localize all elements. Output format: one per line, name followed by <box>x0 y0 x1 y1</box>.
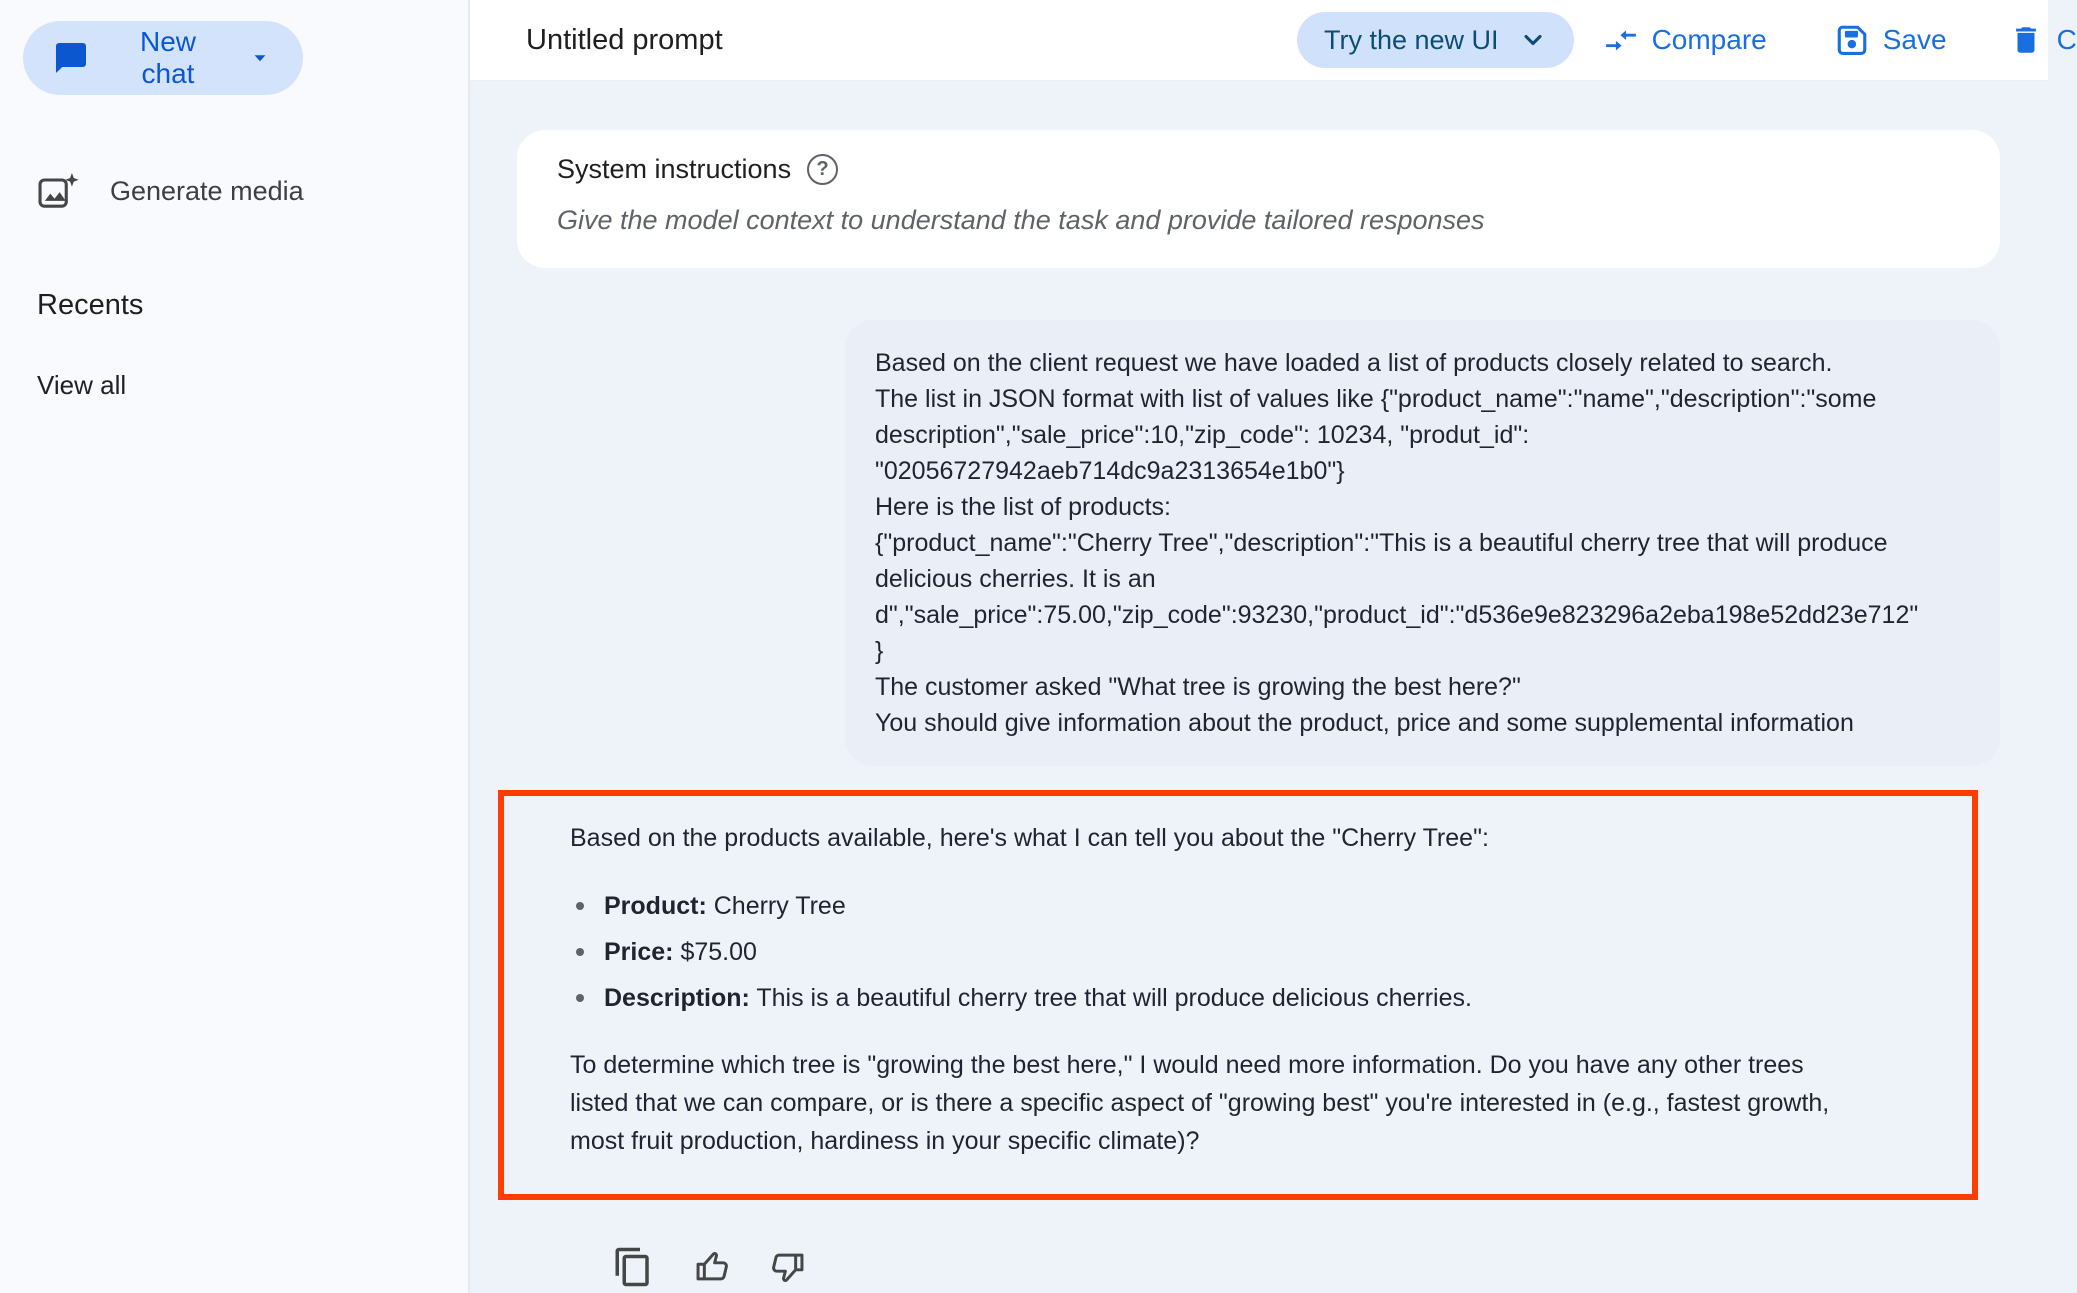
topbar-actions <box>1297 12 2077 68</box>
user-message-line: d","sale_price":75.00,"zip_code":93230,"product_id":"d536e9e823296a2eba198e52dd23e712" <box>875 601 1919 629</box>
trash-icon <box>2009 23 2043 57</box>
bullet-text: Cherry Tree <box>713 892 846 920</box>
user-message-line: delicious cherries. It is an <box>875 565 1156 593</box>
response-bullet-product <box>570 888 1936 924</box>
save-button[interactable] <box>1835 23 1947 57</box>
try-new-ui-label: Try the new UI <box>1324 24 1499 55</box>
generate-media-label: Generate media <box>110 175 304 206</box>
response-bullet-price <box>570 934 1936 970</box>
user-message-line: } <box>875 637 884 665</box>
new-chat-label: New chat <box>139 26 196 89</box>
chevron-down-icon <box>1519 26 1547 54</box>
bullet-label: Description: <box>604 984 750 1012</box>
topbar <box>470 0 2077 81</box>
sidebar <box>0 0 470 1293</box>
copy-button[interactable] <box>612 1246 654 1288</box>
user-message-line: Here is the list of products: <box>875 493 1171 521</box>
new-chat-button[interactable] <box>23 21 303 95</box>
clear-label: C <box>2056 24 2077 55</box>
image-sparkle-icon <box>36 169 80 213</box>
response-intro: Based on the products available, here's what I can tell you about the "Cherry Tree": <box>570 824 1489 852</box>
response-actions <box>612 1246 2048 1288</box>
help-question-icon[interactable]: ? <box>807 154 838 185</box>
thumb-down-button[interactable] <box>768 1246 810 1288</box>
user-message-line: Based on the client request we have loaded a list of products closely related to search. <box>875 349 1833 377</box>
thumb-up-icon <box>690 1246 732 1288</box>
bullet-label: Price: <box>604 938 674 966</box>
model-response-highlighted[interactable] <box>498 790 1978 1200</box>
system-instructions-title: System instructions <box>557 154 792 184</box>
save-disk-icon <box>1835 23 1869 57</box>
recents-heading: Recents <box>37 289 144 321</box>
compare-arrows-icon <box>1604 23 1638 57</box>
thumb-down-icon <box>768 1246 810 1288</box>
page-title: Untitled prompt <box>526 23 723 56</box>
bullet-label: Product: <box>604 892 707 920</box>
chat-bubble-icon <box>53 40 89 76</box>
compare-button[interactable] <box>1604 23 1767 57</box>
try-new-ui-button[interactable] <box>1297 12 1574 68</box>
compare-label: Compare <box>1651 24 1767 55</box>
bullet-dot <box>576 902 584 910</box>
copy-icon <box>612 1246 654 1288</box>
bullet-text: $75.00 <box>680 938 757 966</box>
user-message-line: {"product_name":"Cherry Tree","description":"This is a beautiful cherry tree that will produce <box>875 529 1888 557</box>
save-label: Save <box>1882 24 1947 55</box>
system-instructions-card[interactable] <box>517 130 2000 268</box>
user-message-bubble[interactable] <box>845 320 2000 766</box>
caret-down-icon[interactable] <box>247 45 273 71</box>
response-outro-line: listed that we can compare, or is there a specific aspect of "growing best" you're interested in (e.g., fastest growth, <box>570 1089 1830 1117</box>
response-outro-line: most fruit production, hardiness in your specific climate)? <box>570 1127 1200 1155</box>
user-message-line: description","sale_price":10,"zip_code": 10234, "produt_id": <box>875 421 1530 449</box>
view-all-link[interactable]: View all <box>37 370 127 400</box>
prompt-content <box>470 81 2048 1293</box>
response-outro-line: To determine which tree is "growing the best here," I would need more information. Do you have any other trees <box>570 1051 1804 1079</box>
system-instructions-placeholder: Give the model context to understand the task and provide tailored responses <box>557 205 1485 235</box>
response-bullet-description <box>570 980 1936 1016</box>
main-area <box>470 0 2077 1293</box>
user-message-line: The customer asked "What tree is growing the best here?" <box>875 673 1521 701</box>
user-message-line: You should give information about the product, price and some supplemental information <box>875 709 1854 737</box>
clear-button[interactable] <box>2009 23 2077 57</box>
bullet-dot <box>576 948 584 956</box>
response-bullet-list <box>570 888 1936 1016</box>
thumb-up-button[interactable] <box>690 1246 732 1288</box>
user-message-line: The list in JSON format with list of values like {"product_name":"name","description":"some <box>875 385 1877 413</box>
bullet-text: This is a beautiful cherry tree that will produce delicious cherries. <box>756 984 1472 1012</box>
bullet-dot <box>576 994 584 1002</box>
sidebar-item-generate-media[interactable] <box>36 169 468 213</box>
response-outro <box>570 1046 1936 1160</box>
user-message-line: "02056727942aeb714dc9a2313654e1b0"} <box>875 457 1345 485</box>
